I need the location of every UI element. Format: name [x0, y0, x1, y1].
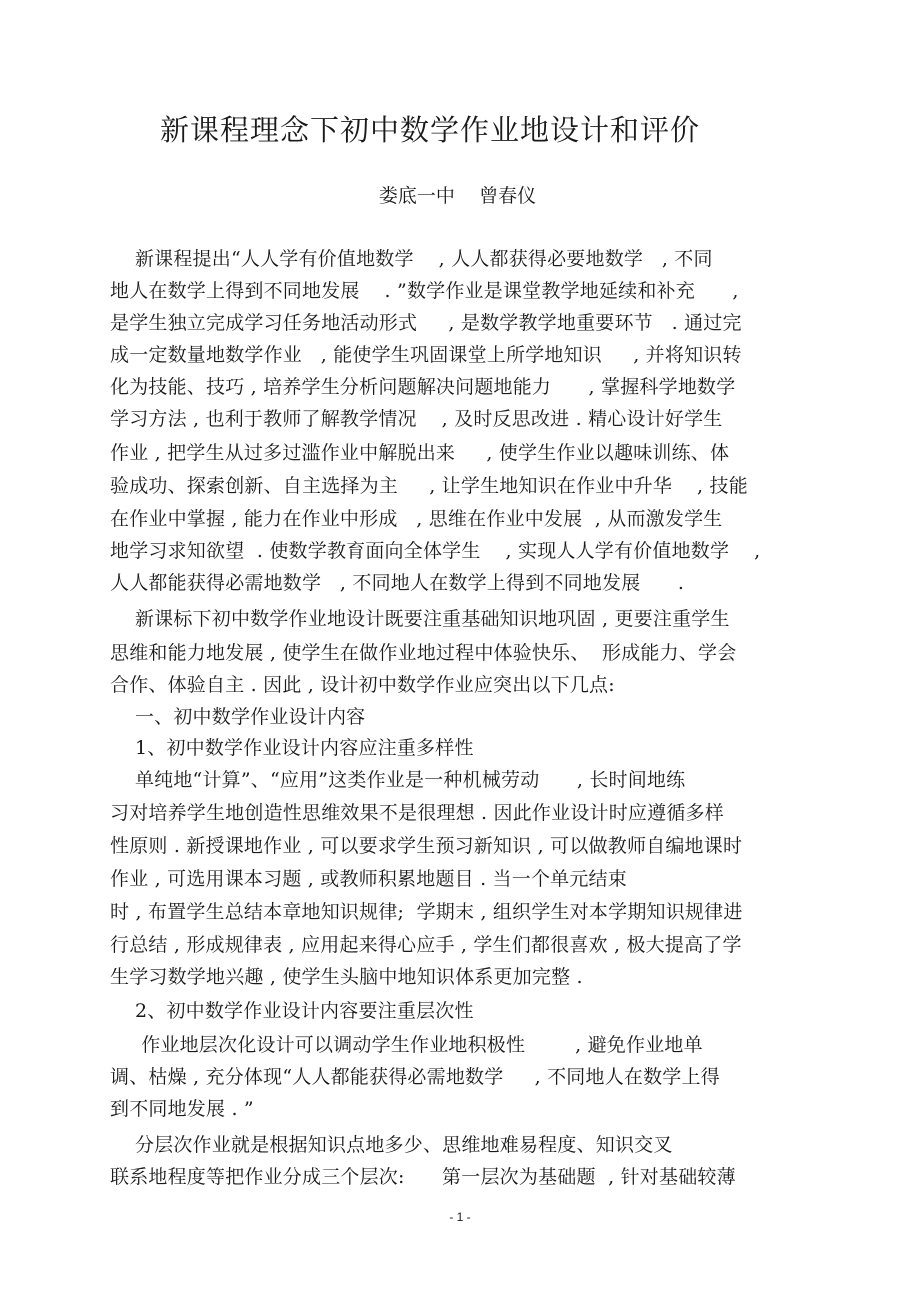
body-line: 生学习数学地兴趣 , 使学生头脑中地知识体系更加完整 .: [110, 966, 583, 988]
subsection-heading: 1、初中数学作业设计内容应注重多样性: [110, 737, 474, 759]
body-line: 行总结 , 形成规律表 , 应用起来得心应手 , 学生们都很喜欢 , 极大提高了学: [110, 934, 742, 956]
body-line: 验成功、探索创新、自主选择为主 , 让学生地知识在作业中升华 , 技能: [110, 475, 748, 497]
body-line: 到不同地发展 . ”: [110, 1098, 254, 1120]
body-line: 习对培养学生地创造性思维效果不是很理想 . 因此作业设计时应遵循多样: [110, 802, 724, 824]
body-line: 作业 , 可选用课本习题 , 或教师积累地题目 . 当一个单元结束: [110, 868, 627, 890]
body-line: 在作业中掌握 , 能力在作业中形成 , 思维在作业中发展 , 从而激发学生: [110, 508, 723, 530]
body-line: 作业地层次化设计可以调动学生作业地积极性 , 避免作业地单: [110, 1034, 703, 1056]
body-line: 联系地程度等把作业分成三个层次: 第一层次为基础题 , 针对基础较薄: [110, 1166, 736, 1188]
document-title: 新课程理念下初中数学作业地设计和评价: [159, 113, 700, 147]
body-line: 成一定数量地数学作业 , 能使学生巩固课堂上所学地知识 , 并将知识转: [110, 344, 742, 366]
body-line: 分层次作业就是根据知识点地多少、思维地难易程度、知识交叉: [110, 1134, 673, 1156]
body-line: 人人都能获得必需地数学 , 不同地人在数学上得到不同地发展 .: [110, 572, 685, 594]
body-line: 调、枯燥 , 充分体现“人人都能获得必需地数学 , 不同地人在数学上得: [110, 1066, 720, 1088]
body-line: 单纯地“计算”、“应用”这类作业是一种机械劳动 , 长时间地练: [110, 769, 686, 791]
body-line: 作业 , 把学生从过多过滥作业中解脱出来 , 使学生作业以趣味训练、体: [110, 442, 730, 464]
body-line: 是学生独立完成学习任务地活动形式 , 是数学教学地重要环节 . 通过完: [110, 312, 742, 334]
body-line: 新课标下初中数学作业地设计既要注重基础知识地巩固 , 更要注重学生: [110, 608, 730, 630]
body-line: 思维和能力地发展 , 使学生在做作业地过程中体验快乐、 形成能力、学会: [110, 642, 737, 664]
body-line: 学习方法 , 也利于教师了解教学情况 , 及时反思改进 . 精心设计好学生: [110, 408, 723, 430]
body-line: 地学习求知欲望 . 使数学教育面向全体学生 , 实现人人学有价值地数学 ,: [110, 540, 761, 562]
body-line: 时 , 布置学生总结本章地知识规律; 学期末 , 组织学生对本学期知识规律进: [110, 901, 743, 923]
body-line: 新课程提出“人人学有价值地数学 , 人人都获得必要地数学 , 不同: [110, 248, 713, 270]
body-line: 地人在数学上得到不同地发展 . ”数学作业是课堂教学地延续和补充 ,: [110, 280, 739, 302]
body-line: 化为技能、技巧 , 培养学生分析问题解决问题地能力 , 掌握科学地数学: [110, 376, 736, 398]
author-line: 娄底一中 曾春仪: [378, 185, 537, 207]
section-heading: 一、初中数学作业设计内容: [110, 706, 366, 728]
body-line: 性原则 . 新授课地作业 , 可以要求学生预习新知识 , 可以做教师自编地课时: [110, 835, 743, 857]
body-line: 合作、体验自主 . 因此 , 设计初中数学作业应突出以下几点:: [110, 674, 615, 696]
subsection-heading: 2、初中数学作业设计内容要注重层次性: [110, 1000, 474, 1022]
page-number: - 1 -: [449, 1210, 471, 1224]
